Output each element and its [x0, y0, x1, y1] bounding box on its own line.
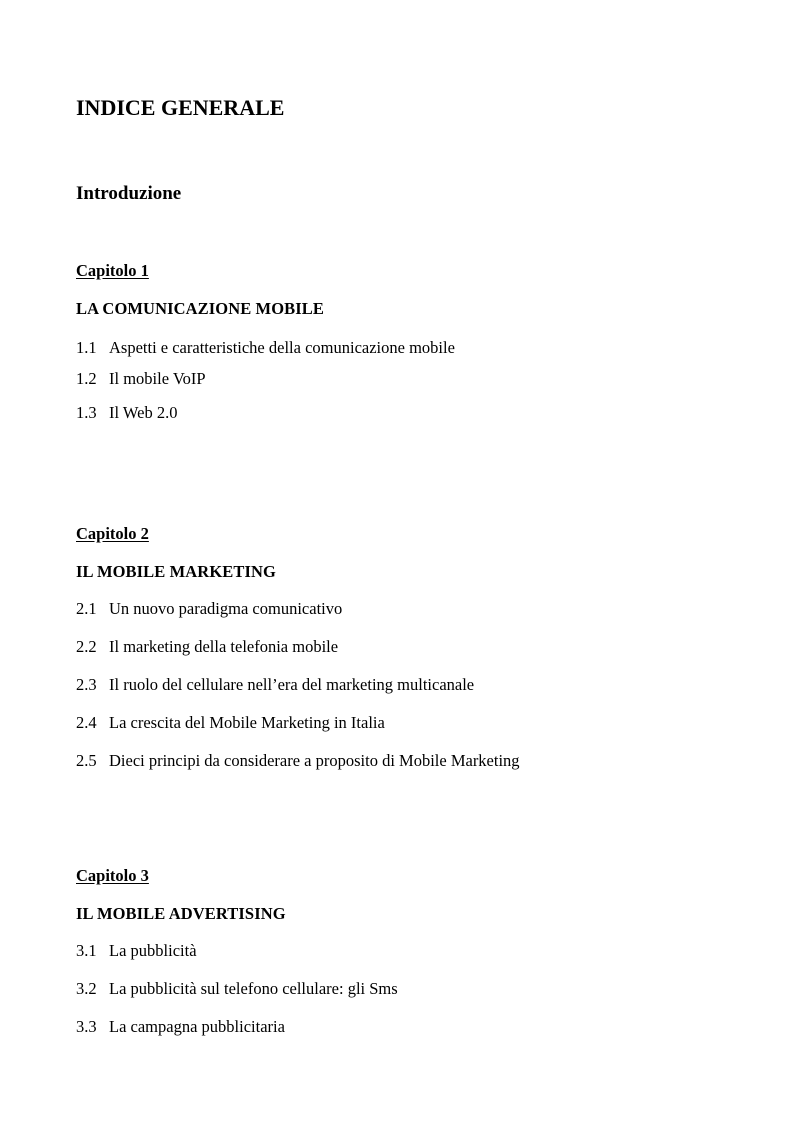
section-title: Il ruolo del cellulare nell’era del marketing multicanale — [109, 675, 475, 694]
section-title: Il Web 2.0 — [109, 403, 178, 422]
section-title: La campagna pubblicitaria — [109, 1017, 285, 1036]
section-number: 3.1 — [76, 941, 97, 960]
toc-entry — [76, 981, 398, 998]
chapter-3-label: Capitolo 3 — [76, 866, 149, 885]
section-number: 1.3 — [76, 403, 97, 422]
chapter-1-title: LA COMUNICAZIONE MOBILE — [76, 299, 324, 318]
toc-entry — [76, 639, 338, 656]
section-title: La pubblicità sul telefono cellulare: gli Sms — [109, 979, 398, 998]
section-number: 2.4 — [76, 713, 97, 732]
toc-entry — [76, 753, 520, 770]
chapter-2-label: Capitolo 2 — [76, 524, 149, 543]
section-title: Il mobile VoIP — [109, 369, 206, 388]
section-number: 3.2 — [76, 979, 97, 998]
toc-entry — [76, 340, 455, 357]
section-title: La pubblicità — [109, 941, 197, 960]
toc-entry — [76, 405, 177, 422]
introduction-heading: Introduzione — [76, 183, 182, 204]
toc-entry — [76, 715, 385, 732]
toc-entry — [76, 943, 197, 960]
section-number: 2.1 — [76, 599, 97, 618]
toc-entry — [76, 371, 206, 388]
chapter-3-title: IL MOBILE ADVERTISING — [76, 904, 286, 923]
toc-entry — [76, 677, 474, 694]
section-number: 2.5 — [76, 751, 97, 770]
chapter-2-title: IL MOBILE MARKETING — [76, 562, 276, 581]
section-number: 3.3 — [76, 1017, 97, 1036]
section-title: Dieci principi da considerare a proposito di Mobile Marketing — [109, 751, 520, 770]
section-number: 2.2 — [76, 637, 97, 656]
toc-entry — [76, 601, 342, 618]
section-number: 1.1 — [76, 338, 97, 357]
section-number: 1.2 — [76, 369, 97, 388]
chapter-1-label: Capitolo 1 — [76, 261, 149, 280]
toc-entry — [76, 1019, 285, 1036]
section-title: La crescita del Mobile Marketing in Italia — [109, 713, 385, 732]
section-title: Un nuovo paradigma comunicativo — [109, 599, 343, 618]
section-number: 2.3 — [76, 675, 97, 694]
section-title: Il marketing della telefonia mobile — [109, 637, 339, 656]
section-title: Aspetti e caratteristiche della comunicazione mobile — [109, 338, 455, 357]
page-title: INDICE GENERALE — [76, 95, 285, 120]
